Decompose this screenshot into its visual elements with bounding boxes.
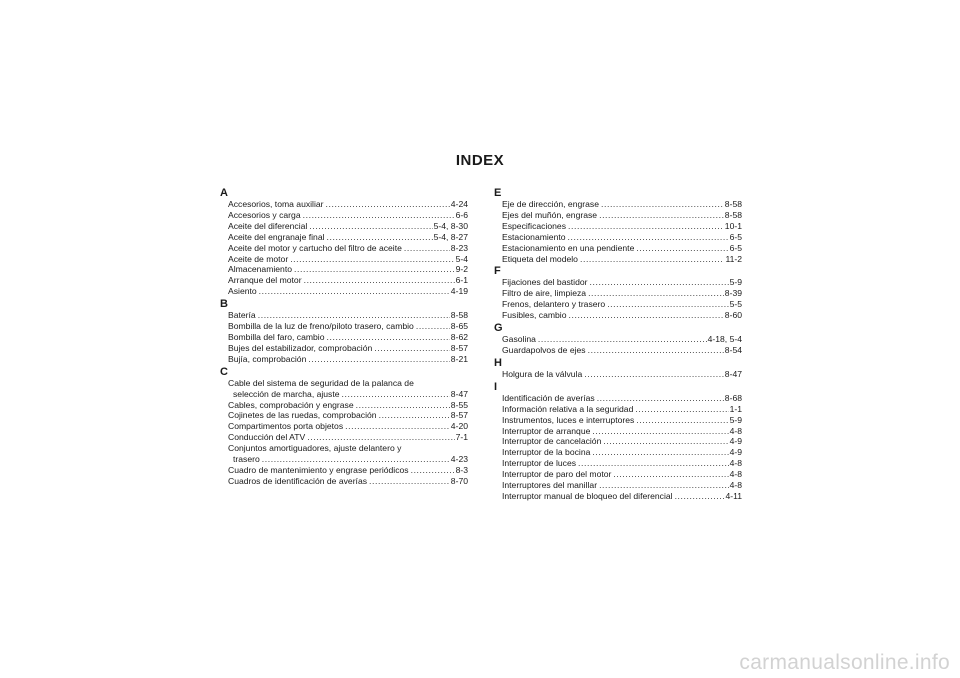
entry-text: Guardapolvos de ejes — [502, 344, 586, 355]
index-entry — [494, 345, 742, 356]
entry-text: Interruptor de cancelación — [502, 436, 602, 447]
dot-leader — [327, 232, 433, 243]
entry-page: 6-6 — [455, 209, 468, 220]
entry-page: 8-60 — [724, 310, 742, 321]
index-entry — [494, 426, 742, 437]
entry-page: 5-4, 8-30 — [433, 220, 468, 231]
dot-leader — [588, 288, 724, 299]
section-letter: E — [494, 187, 502, 199]
entry-text: Arranque del motor — [228, 275, 302, 286]
entry-page: 4-8 — [729, 458, 742, 469]
entry-page: 8-70 — [450, 475, 468, 486]
index-entry — [220, 421, 468, 432]
entry-page: 8-57 — [450, 410, 468, 421]
index-entry — [494, 469, 742, 480]
entry-text: selección de marcha, ajuste — [233, 388, 340, 399]
entry-page: 11-2 — [725, 253, 742, 264]
entry-text: Gasolina — [502, 334, 536, 345]
dot-leader — [603, 436, 728, 447]
index-entry — [494, 334, 742, 345]
dot-leader — [342, 389, 450, 400]
entry-text: Asiento — [228, 286, 257, 297]
index-entry — [494, 369, 742, 380]
dot-leader — [308, 354, 449, 365]
dot-leader — [416, 321, 450, 332]
index-entry — [494, 480, 742, 491]
entry-text: Bombilla del faro, cambio — [228, 331, 325, 342]
index-entry — [494, 254, 742, 265]
dot-leader — [607, 299, 728, 310]
index-entry — [220, 210, 468, 221]
entry-text: Cable del sistema de seguridad de la palanca de — [228, 377, 414, 388]
entry-text: Conducción del ATV — [228, 432, 306, 443]
entry-page: 1-1 — [729, 403, 742, 414]
page-title: INDEX — [455, 152, 505, 169]
entry-text: Cojinetes de las ruedas, comprobación — [228, 410, 377, 421]
index-entry — [220, 275, 468, 286]
entry-text: Eje de dirección, engrase — [502, 199, 599, 209]
dot-leader — [326, 199, 450, 210]
dot-leader — [636, 243, 728, 254]
dot-leader — [411, 465, 455, 476]
entry-page: 8-47 — [724, 368, 742, 379]
entry-text: Filtro de aire, limpieza — [502, 288, 587, 299]
entry-page: 9-2 — [455, 264, 468, 275]
dot-leader — [578, 458, 729, 469]
index-entry — [220, 400, 468, 411]
index-entry — [494, 436, 742, 447]
index-entry — [494, 447, 742, 458]
entry-page: 4-18, 5-4 — [707, 334, 742, 345]
dot-leader — [584, 369, 724, 380]
index-entry — [220, 354, 468, 365]
dot-leader — [568, 232, 729, 243]
section-letter: A — [220, 187, 228, 199]
entry-page: 4-9 — [729, 447, 742, 458]
entry-text: Interruptor de paro del motor — [502, 469, 612, 480]
dot-leader — [601, 199, 724, 210]
entry-page: 8-23 — [450, 242, 468, 253]
dot-leader — [374, 343, 450, 354]
entry-text: Interruptores del manillar — [502, 480, 598, 491]
dot-leader — [309, 221, 432, 232]
entry-page: 8-39 — [724, 288, 742, 299]
entry-page: 4-8 — [729, 469, 742, 480]
index-entry — [494, 310, 742, 321]
entry-text: Estacionamiento en una pendiente — [502, 242, 635, 253]
index-entry — [220, 310, 468, 321]
index-entry — [494, 232, 742, 243]
entry-page: 8-65 — [450, 321, 468, 332]
entry-text: Cables, comprobación y engrase — [228, 399, 354, 410]
entry-page: 4-24 — [450, 199, 468, 209]
entry-page: 5-9 — [729, 414, 742, 425]
dot-leader — [303, 210, 455, 221]
dot-leader — [345, 421, 450, 432]
dot-leader — [307, 432, 454, 443]
entry-page: 8-55 — [450, 399, 468, 410]
index-entry — [494, 277, 742, 288]
dot-leader — [538, 334, 707, 345]
dot-leader — [369, 476, 450, 487]
dot-leader — [613, 469, 728, 480]
entry-page: 6-5 — [729, 231, 742, 242]
dot-leader — [259, 286, 450, 297]
dot-leader — [635, 404, 728, 415]
entry-page: 5-4, 8-27 — [433, 231, 468, 242]
entry-page: 5-9 — [729, 277, 742, 288]
entry-page: 8-57 — [450, 342, 468, 353]
index-column-right — [494, 186, 742, 502]
entry-text: Interruptor de luces — [502, 458, 577, 469]
entry-text: Bujía, comprobación — [228, 353, 307, 364]
dot-leader — [294, 264, 455, 275]
entry-page: 4-19 — [450, 286, 468, 297]
entry-page: 8-62 — [450, 331, 468, 342]
dot-leader — [580, 254, 724, 265]
entry-page: 8-3 — [455, 464, 468, 475]
index-entry — [220, 199, 468, 210]
dot-leader — [592, 447, 728, 458]
dot-leader — [379, 410, 450, 421]
index-entry — [220, 454, 468, 465]
entry-text: Cuadro de mantenimiento y engrase periódicos — [228, 464, 409, 475]
entry-text: Cuadros de identificación de averías — [228, 475, 368, 486]
index-entry — [494, 458, 742, 469]
index-column-left — [220, 186, 468, 487]
entry-text: Fusibles, cambio — [502, 310, 567, 321]
entry-text: Interruptor manual de bloqueo del diferencial — [502, 490, 673, 501]
entry-page: 8-68 — [724, 392, 742, 403]
index-entry — [494, 243, 742, 254]
index-entry — [220, 343, 468, 354]
dot-leader — [568, 310, 723, 321]
index-entry — [494, 299, 742, 310]
index-entry — [220, 286, 468, 297]
entry-page: 10-1 — [724, 220, 742, 231]
index-entry — [494, 491, 742, 502]
entry-text: Bombilla de la luz de freno/piloto trasero, cambio — [228, 321, 414, 332]
entry-page: 4-23 — [450, 454, 468, 465]
entry-page: 8-54 — [724, 344, 742, 355]
index-entry — [494, 393, 742, 404]
index-entry — [220, 410, 468, 421]
dot-leader — [592, 426, 728, 437]
index-entry — [220, 389, 468, 400]
entry-page: 4-8 — [729, 480, 742, 491]
entry-page: 4-11 — [725, 490, 742, 501]
entry-text: Aceite del motor y cartucho del filtro de aceite — [228, 242, 402, 253]
dot-leader — [597, 393, 724, 404]
entry-text: trasero — [233, 454, 260, 465]
entry-text: Conjuntos amortiguadores, ajuste delantero y — [228, 443, 402, 454]
entry-page: 6-1 — [455, 275, 468, 286]
entry-text: Holgura de la válvula — [502, 368, 583, 379]
index-entry — [220, 378, 468, 389]
index-entry — [220, 221, 468, 232]
dot-leader — [304, 275, 455, 286]
dot-leader — [636, 415, 728, 426]
entry-page: 7-1 — [455, 432, 468, 443]
index-entry — [220, 443, 468, 454]
entry-text: Interruptor de la bocina — [502, 447, 591, 458]
entry-text: Aceite del engranaje final — [228, 231, 325, 242]
entry-text: Identificación de averías — [502, 392, 595, 403]
entry-text: Compartimentos porta objetos — [228, 421, 344, 432]
entry-text: Accesorios, toma auxiliar — [228, 199, 324, 209]
dot-leader — [290, 254, 454, 265]
entry-page: 4-8 — [729, 425, 742, 436]
index-entry — [220, 254, 468, 265]
index-entry — [220, 465, 468, 476]
index-entry — [494, 404, 742, 415]
entry-text: Información relativa a la seguridad — [502, 403, 634, 414]
index-entry — [220, 243, 468, 254]
entry-page: 6-5 — [729, 242, 742, 253]
index-entry — [220, 321, 468, 332]
dot-leader — [258, 310, 450, 321]
section-letter: I — [494, 380, 498, 393]
entry-page: 5-4 — [455, 253, 468, 264]
index-entry — [220, 476, 468, 487]
dot-leader — [404, 243, 450, 254]
entry-page: 5-5 — [729, 299, 742, 310]
index-entry — [220, 232, 468, 243]
dot-leader — [588, 345, 724, 356]
entry-text: Instrumentos, luces e interruptores — [502, 414, 635, 425]
index-entry — [220, 332, 468, 343]
index-entry — [494, 199, 742, 210]
index-entry — [494, 288, 742, 299]
section-letter: G — [494, 322, 503, 335]
entry-page: 8-58 — [450, 310, 468, 321]
section-letter: F — [494, 265, 501, 278]
entry-page: 8-58 — [724, 209, 742, 220]
dot-leader — [568, 221, 724, 232]
entry-text: Aceite del diferencial — [228, 220, 308, 231]
entry-text: Accesorios y carga — [228, 209, 301, 220]
index-entry — [494, 210, 742, 221]
entry-text: Fijaciones del bastidor — [502, 277, 588, 288]
entry-page: 4-9 — [729, 436, 742, 447]
dot-leader — [262, 454, 450, 465]
dot-leader — [327, 332, 450, 343]
index-entry — [220, 432, 468, 443]
entry-text: Batería — [228, 310, 256, 321]
entry-page: 8-58 — [724, 199, 742, 209]
entry-page: 4-20 — [450, 421, 468, 432]
entry-text: Especificaciones — [502, 220, 567, 231]
dot-leader — [599, 480, 729, 491]
entry-text: Aceite de motor — [228, 253, 289, 264]
index-entry — [494, 221, 742, 232]
entry-page: 8-21 — [450, 353, 468, 364]
dot-leader — [590, 277, 729, 288]
section-letter: H — [494, 356, 502, 369]
entry-text: Bujes del estabilizador, comprobación — [228, 342, 373, 353]
entry-text: Ejes del muñón, engrase — [502, 209, 598, 220]
dot-leader — [675, 491, 725, 502]
entry-text: Almacenamiento — [228, 264, 293, 275]
watermark: carmanualsonline.info — [739, 651, 950, 674]
section-letter: C — [220, 365, 228, 378]
entry-text: Estacionamiento — [502, 231, 566, 242]
dot-leader — [599, 210, 724, 221]
index-entry — [220, 264, 468, 275]
entry-page: 8-47 — [450, 388, 468, 399]
index-entry — [494, 415, 742, 426]
entry-text: Frenos, delantero y trasero — [502, 299, 606, 310]
entry-text: Etiqueta del modelo — [502, 253, 578, 264]
section-letter: B — [220, 298, 228, 311]
dot-leader — [356, 400, 450, 411]
entry-text: Interruptor de arranque — [502, 425, 591, 436]
